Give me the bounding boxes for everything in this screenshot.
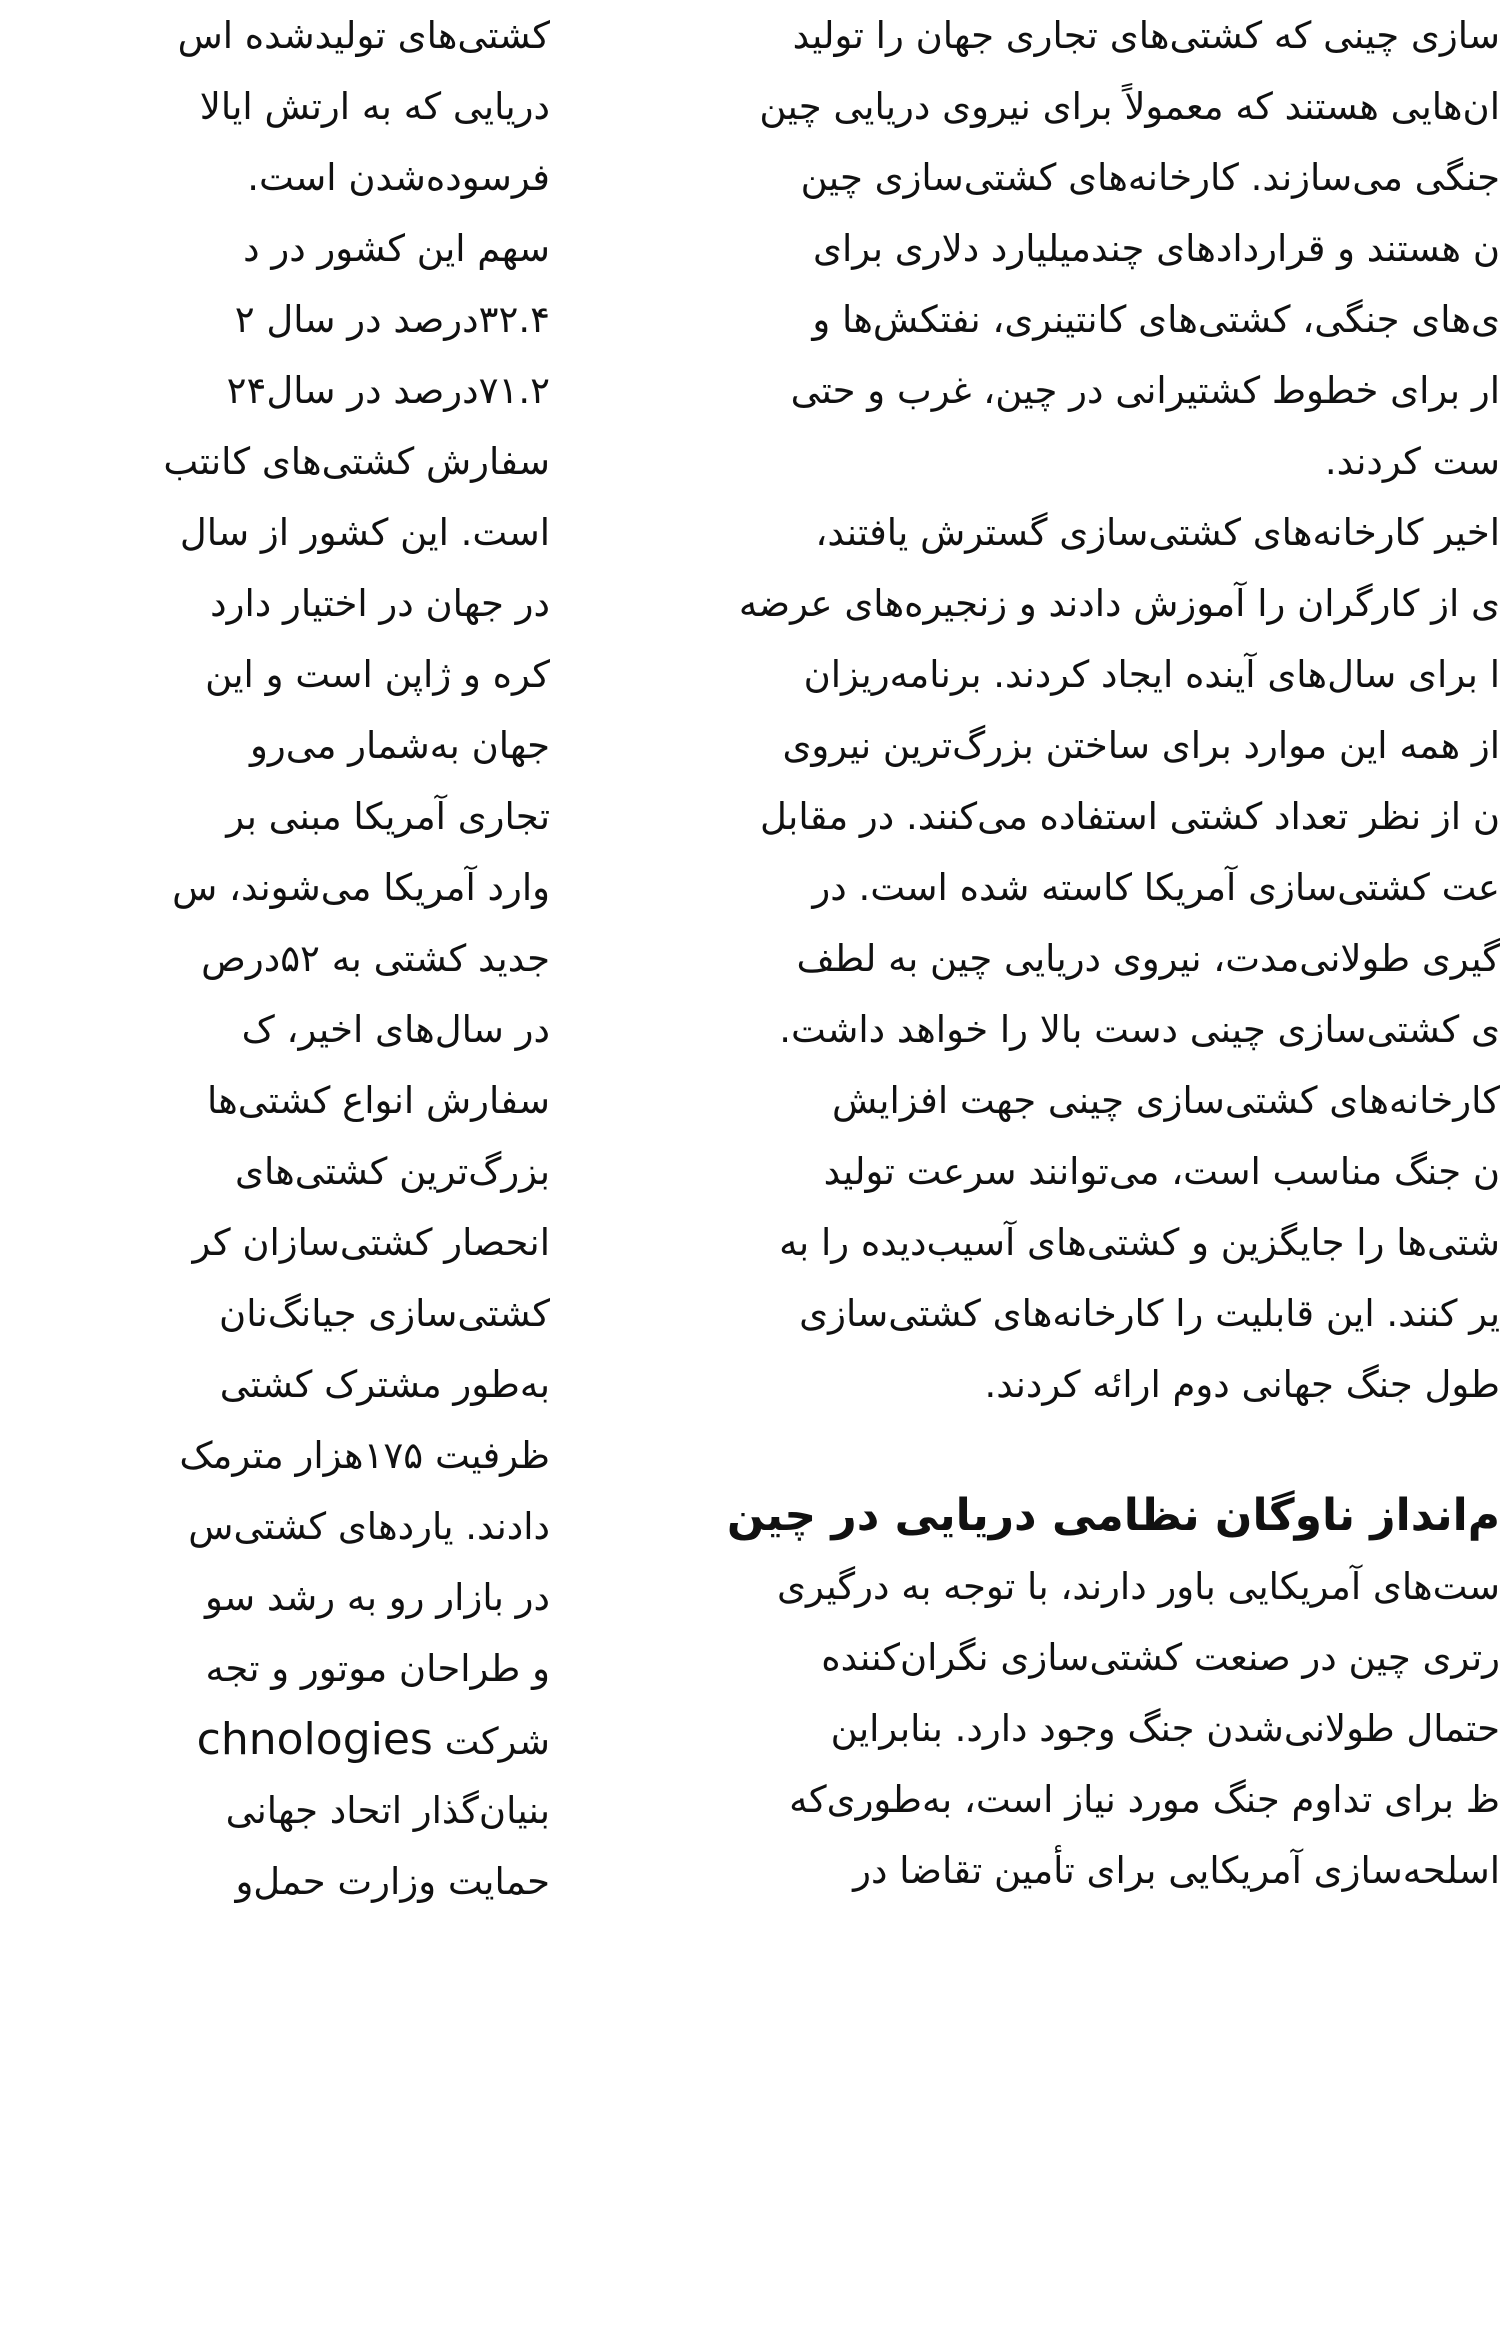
text-line: است. این کشور از سال — [179, 511, 550, 554]
text-line: ست‌های آمریکایی باور دارند، با توجه به درگیری — [777, 1565, 1500, 1608]
article-column-right — [550, 0, 1500, 1906]
text-line: کره و ژاپن است و این — [205, 653, 550, 696]
text-line: ی‌های جنگی، کشتی‌های کانتینری، نفتکش‌ها و — [812, 298, 1500, 341]
text-line: اخیر کارخانه‌های کشتی‌سازی گسترش یافتند، — [815, 511, 1500, 554]
left-column-text — [163, 0, 550, 1917]
text-line: تجاری آمریکا مبنی بر — [226, 795, 550, 838]
text-line: شتی‌ها را جایگزین و کشتی‌های آسیب‌دیده را به — [779, 1221, 1500, 1264]
text-line: سازی چینی که کشتی‌های تجاری جهان را تولید — [792, 14, 1500, 57]
text-line: در سال‌های اخیر، ک — [241, 1008, 550, 1051]
text-line: به‌طور مشترک کشتی — [219, 1363, 550, 1406]
text-line: و طراحان موتور و تجه — [205, 1647, 550, 1690]
latin-word: chnologies — [196, 1714, 433, 1765]
text-line: عت کشتی‌سازی آمریکا کاسته شده است. در — [812, 866, 1500, 909]
text-line: دادند. یاردهای کشتی‌س — [188, 1505, 550, 1548]
text-line: گیری طولانی‌مدت، نیروی دریایی چین به لطف — [796, 937, 1500, 980]
text-fragment: شرکت — [444, 1720, 550, 1763]
text-line: سفارش انواع کشتی‌ها — [206, 1079, 550, 1122]
text-line: ان‌هایی هستند که معمولاً برای نیروی دریایی چین — [759, 85, 1500, 128]
text-line: سفارش کشتی‌های کانتب — [163, 440, 550, 483]
text-line: ظ برای تداوم جنگ مورد نیاز است، به‌طوری‌که — [789, 1778, 1500, 1821]
text-line: انحصار کشتی‌سازان کر — [192, 1221, 550, 1264]
text-line: ۳۲.۴درصد در سال ۲ — [234, 298, 550, 341]
text-line: جنگی می‌سازند. کارخانه‌های کشتی‌سازی چین — [800, 156, 1500, 199]
text-line: وارد آمریکا می‌شوند، س — [172, 866, 550, 909]
text-line — [196, 1704, 550, 1775]
text-line: فرسوده‌شدن است. — [247, 156, 550, 199]
text-line: بنیان‌گذار اتحاد جهانی — [225, 1789, 550, 1832]
paragraph-2 — [550, 497, 1500, 1420]
text-line: کشتی‌های تولیدشده اس — [177, 14, 550, 57]
text-line: رتری چین در صنعت کشتی‌سازی نگران‌کننده — [821, 1636, 1500, 1679]
text-line: ن از نظر تعداد کشتی استفاده می‌کنند. در مقابل — [760, 795, 1500, 838]
paragraph-3 — [550, 1551, 1500, 1906]
text-line: ا برای سال‌های آینده ایجاد کردند. برنامه‌ریزان — [803, 653, 1500, 696]
text-line: کارخانه‌های کشتی‌سازی چینی جهت افزایش — [832, 1079, 1500, 1122]
text-line: در بازار رو به رشد سو — [204, 1576, 550, 1619]
text-line: دریایی که به ارتش ایالا — [199, 85, 550, 128]
text-line: سهم این کشور در د — [243, 227, 550, 270]
text-line: یر کنند. این قابلیت را کارخانه‌های کشتی‌سازی — [799, 1292, 1500, 1335]
article-column-left — [163, 0, 550, 1917]
text-line: جدید کشتی به ۵۲درص — [201, 937, 550, 980]
text-line: حتمال طولانی‌شدن جنگ وجود دارد. بنابراین — [830, 1707, 1500, 1750]
section-heading: م‌انداز ناوگان نظامی دریایی در چین — [726, 1490, 1500, 1541]
text-line: کشتی‌سازی جیانگ‌نان — [219, 1292, 550, 1335]
text-line: ی از کارگران را آموزش دادند و زنجیره‌های عرضه — [738, 582, 1500, 625]
text-line: بزرگ‌ترین کشتی‌های — [234, 1150, 550, 1193]
text-line: ست کردند. — [1324, 440, 1500, 483]
text-line: حمایت وزارت حمل‌و — [235, 1860, 550, 1903]
paragraph-1 — [550, 0, 1500, 497]
text-line: جهان به‌شمار می‌رو — [250, 724, 550, 767]
text-line: ن هستند و قراردادهای چندمیلیارد دلاری برای — [813, 227, 1500, 270]
text-line: ار برای خطوط کشتیرانی در چین، غرب و حتی — [790, 369, 1500, 412]
text-line: از همه این موارد برای ساختن بزرگ‌ترین نیروی — [782, 724, 1500, 767]
text-line: ن جنگ مناسب است، می‌توانند سرعت تولید — [823, 1150, 1500, 1193]
section-gap — [550, 1420, 1500, 1480]
text-line: ۷۱.۲درصد در سال۲۴ — [226, 369, 550, 412]
text-line: در جهان در اختیار دارد — [210, 582, 550, 625]
text-line: طول جنگ جهانی دوم ارائه کردند. — [984, 1363, 1500, 1406]
text-line: اسلحه‌سازی آمریکایی برای تأمین تقاضا در — [853, 1849, 1500, 1892]
text-line: ی کشتی‌سازی چینی دست بالا را خواهد داشت. — [779, 1008, 1500, 1051]
text-line: ظرفیت ۱۷۵هزار مترمک — [179, 1434, 550, 1477]
